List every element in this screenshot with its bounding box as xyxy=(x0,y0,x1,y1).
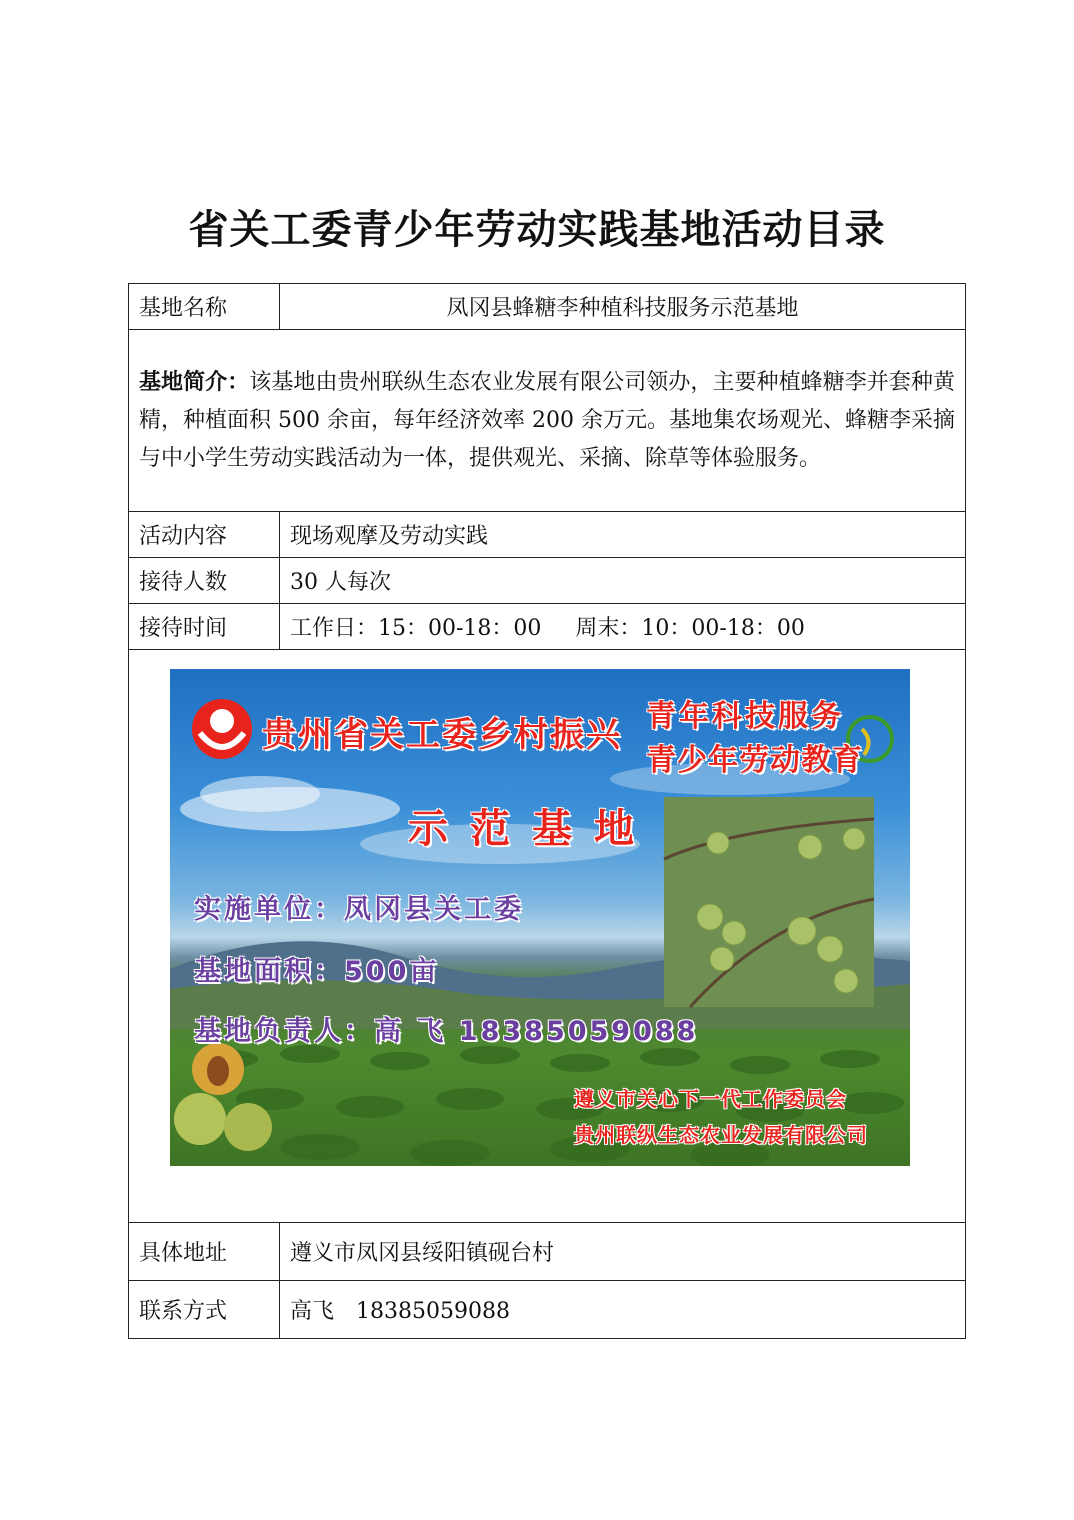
banner-org-1: 遵义市关心下一代工作委员会 xyxy=(574,1087,847,1111)
banner-area: 基地面积：500亩 xyxy=(194,956,440,987)
activity-value: 现场观摩及劳动实践 xyxy=(280,512,966,558)
banner-main-title: 贵州省关工委乡村振兴 xyxy=(262,715,622,755)
banner-right-line1: 青年科技服务 xyxy=(646,699,844,734)
banner-cell xyxy=(129,650,966,1223)
base-info-table xyxy=(128,283,966,1339)
hours-value xyxy=(280,604,966,650)
hours-weekday: 工作日：15：00-18：00 xyxy=(290,616,542,641)
banner-demo-title: 示范基地 xyxy=(408,806,656,852)
intro-text: 该基地由贵州联纵生态农业发展有限公司领办，主要种植蜂糖李并套种黄精，种植面积 500 余亩，每年经济效率 200 余万元。基地集农场观光、蜂糖李采摘与中小学生劳动实践活动为一体，提供观光、采摘、除草等体验服务。 xyxy=(139,369,955,471)
intro-label: 基地简介： xyxy=(139,369,250,395)
banner-manager: 基地负责人：高 飞 18385059088 xyxy=(194,1016,699,1047)
contact-label: 联系方式 xyxy=(129,1281,280,1339)
banner-right-line2: 青少年劳动教育 xyxy=(646,743,863,778)
hours-weekend: 周末：10：00-18：00 xyxy=(575,616,805,641)
banner-unit: 实施单位：凤冈县关工委 xyxy=(194,894,524,925)
contact-value: 高飞 18385059088 xyxy=(280,1281,966,1339)
intro-cell xyxy=(129,330,966,512)
capacity-value: 30 人每次 xyxy=(280,558,966,604)
name-label: 基地名称 xyxy=(129,284,280,330)
name-value: 凤冈县蜂糖李种植科技服务示范基地 xyxy=(280,284,966,330)
capacity-label: 接待人数 xyxy=(129,558,280,604)
page-title: 省关工委青少年劳动实践基地活动目录 xyxy=(188,207,886,253)
address-label: 具体地址 xyxy=(129,1223,280,1281)
hours-label: 接待时间 xyxy=(129,604,280,650)
activity-label: 活动内容 xyxy=(129,512,280,558)
banner-org-2: 贵州联纵生态农业发展有限公司 xyxy=(574,1123,868,1147)
base-banner-image xyxy=(170,669,910,1166)
address-value: 遵义市凤冈县绥阳镇砚台村 xyxy=(280,1223,966,1281)
